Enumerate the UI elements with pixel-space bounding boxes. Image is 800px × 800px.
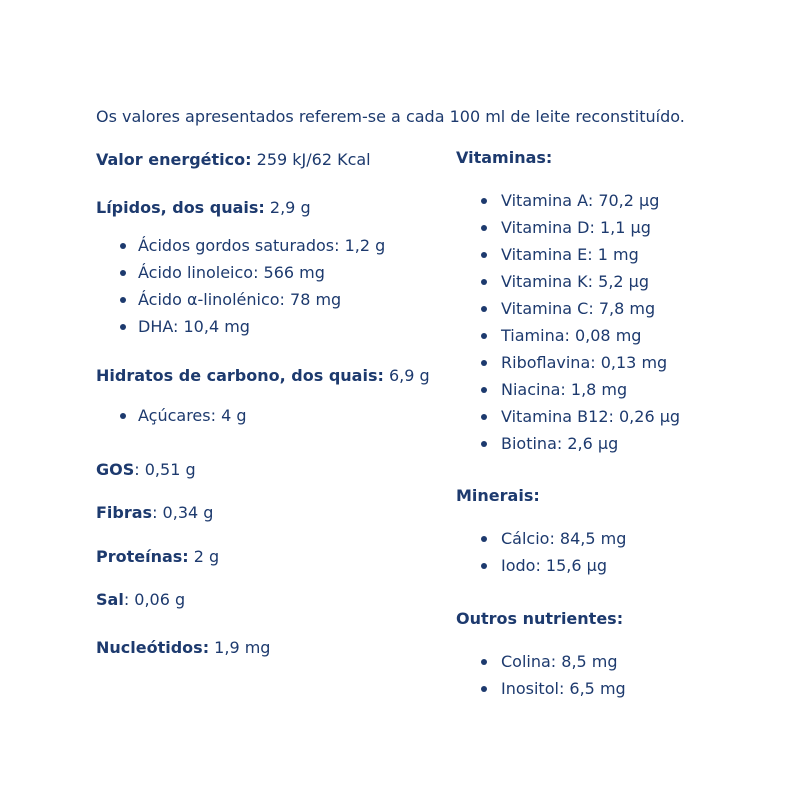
bullet-icon	[120, 270, 126, 276]
list-item: Niacina: 1,8 mg	[456, 376, 786, 403]
carbs-entry	[96, 364, 436, 388]
bullet-icon	[481, 441, 487, 447]
list-item: Colina: 8,5 mg	[456, 648, 786, 675]
bullet-icon	[481, 414, 487, 420]
list-item: Cálcio: 84,5 mg	[456, 525, 786, 552]
list-item: DHA: 10,4 mg	[96, 313, 436, 340]
list-item: Ácido α-linolénico: 78 mg	[96, 286, 436, 313]
vitamins-list	[456, 187, 786, 457]
list-item: Riboflavina: 0,13 mg	[456, 349, 786, 376]
salt-entry	[96, 588, 436, 612]
bullet-icon	[481, 198, 487, 204]
bullet-icon	[481, 306, 487, 312]
gos-value: : 0,51 g	[134, 460, 196, 479]
energy-label: Valor energético:	[96, 150, 252, 169]
bullet-icon	[120, 243, 126, 249]
list-item: Vitamina D: 1,1 µg	[456, 214, 786, 241]
list-item: Vitamina K: 5,2 µg	[456, 268, 786, 295]
list-item: Açúcares: 4 g	[96, 402, 436, 429]
fibers-entry	[96, 501, 436, 525]
proteins-entry	[96, 545, 436, 569]
lipids-entry	[96, 196, 436, 220]
bullet-icon	[120, 324, 126, 330]
minerals-heading: Minerais:	[456, 486, 540, 505]
list-item: Vitamina B12: 0,26 µg	[456, 403, 786, 430]
gos-label: GOS	[96, 460, 135, 479]
bullet-icon	[481, 252, 487, 258]
bullet-icon	[481, 536, 487, 542]
bullet-icon	[481, 360, 487, 366]
carbs-label: Hidratos de carbono, dos quais:	[96, 366, 384, 385]
bullet-icon	[481, 563, 487, 569]
list-item: Ácido linoleico: 566 mg	[96, 259, 436, 286]
bullet-icon	[481, 333, 487, 339]
lipids-label: Lípidos, dos quais:	[96, 198, 265, 217]
nucleotides-value: 1,9 mg	[209, 638, 271, 657]
list-item: Vitamina A: 70,2 µg	[456, 187, 786, 214]
fibers-value: : 0,34 g	[152, 503, 214, 522]
bullet-icon	[481, 659, 487, 665]
carbs-list	[96, 402, 436, 429]
fibers-label: Fibras	[96, 503, 153, 522]
gos-entry	[96, 458, 436, 482]
other-nutrients-list	[456, 648, 786, 702]
minerals-list	[456, 525, 786, 579]
other-nutrients-heading: Outros nutrientes:	[456, 609, 624, 628]
proteins-label: Proteínas:	[96, 547, 189, 566]
energy-entry	[96, 148, 436, 172]
bullet-icon	[481, 686, 487, 692]
nucleotides-entry	[96, 636, 436, 660]
left-column	[96, 146, 436, 660]
bullet-icon	[481, 225, 487, 231]
nucleotides-label: Nucleótidos:	[96, 638, 210, 657]
list-item: Iodo: 15,6 µg	[456, 552, 786, 579]
list-item: Inositol: 6,5 mg	[456, 675, 786, 702]
list-item: Ácidos gordos saturados: 1,2 g	[96, 232, 436, 259]
right-column	[456, 146, 786, 702]
list-item: Vitamina C: 7,8 mg	[456, 295, 786, 322]
salt-label: Sal	[96, 590, 124, 609]
energy-value: 259 kJ/62 Kcal	[251, 150, 371, 169]
bullet-icon	[120, 413, 126, 419]
bullet-icon	[481, 279, 487, 285]
bullet-icon	[120, 297, 126, 303]
salt-value: : 0,06 g	[123, 590, 186, 609]
lipids-value: 2,9 g	[264, 198, 311, 217]
proteins-value: 2 g	[188, 547, 220, 566]
list-item: Biotina: 2,6 µg	[456, 430, 786, 457]
vitamins-heading: Vitaminas:	[456, 148, 553, 167]
bullet-icon	[481, 387, 487, 393]
intro-text: Os valores apresentados referem-se a cada 100 ml de leite reconstituído.	[96, 107, 685, 126]
lipids-list	[96, 232, 436, 340]
list-item: Tiamina: 0,08 mg	[456, 322, 786, 349]
list-item: Vitamina E: 1 mg	[456, 241, 786, 268]
carbs-value: 6,9 g	[383, 366, 430, 385]
